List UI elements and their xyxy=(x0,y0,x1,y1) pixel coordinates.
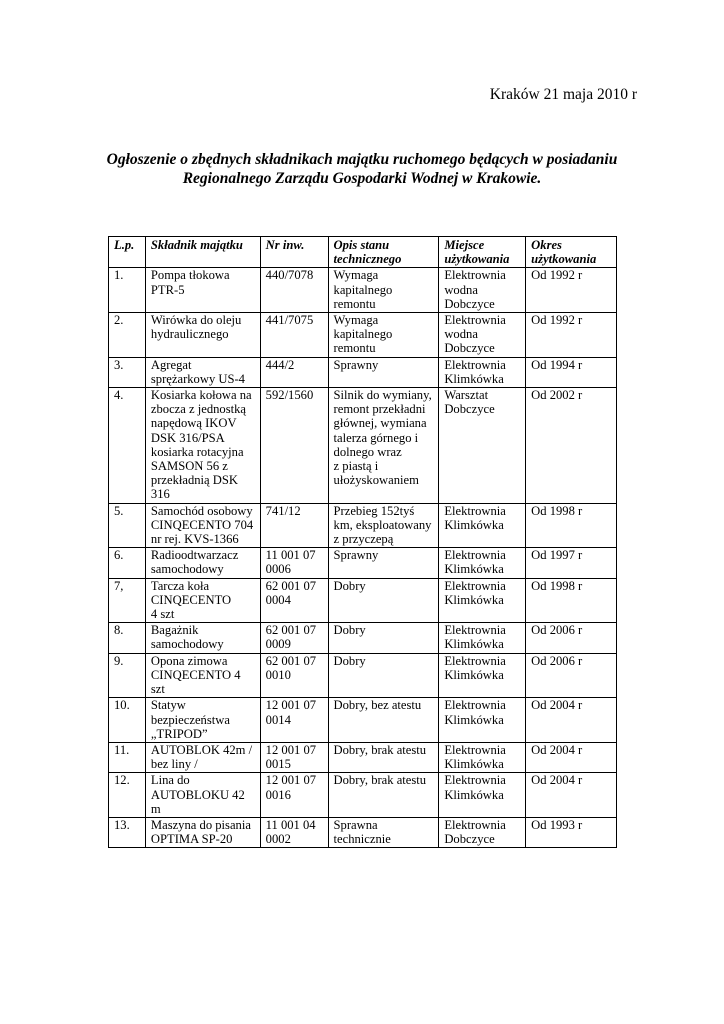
cell-inventory-number: 12 001 07 0016 xyxy=(260,773,328,818)
cell-lp: 3. xyxy=(109,357,146,387)
cell-place-of-use: Elektrownia Klimkówka xyxy=(439,742,526,772)
column-header-name: Składnik majątku xyxy=(145,237,260,268)
cell-inventory-number: 741/12 xyxy=(260,503,328,548)
cell-period-of-use: Od 2004 r xyxy=(526,698,617,743)
cell-lp: 6. xyxy=(109,548,146,578)
cell-asset-name: Tarcza koła CINQECENTO 4 szt xyxy=(145,578,260,623)
cell-technical-state: Dobry xyxy=(328,653,439,698)
cell-place-of-use: Warsztat Dobczyce xyxy=(439,388,526,504)
cell-technical-state: Sprawna technicznie xyxy=(328,817,439,847)
column-header-place-of-use: Miejsce użytkowania xyxy=(439,237,526,268)
cell-place-of-use: Elektrownia Dobczyce xyxy=(439,817,526,847)
table-row xyxy=(109,653,617,698)
cell-period-of-use: Od 2004 r xyxy=(526,773,617,818)
cell-period-of-use: Od 1997 r xyxy=(526,548,617,578)
cell-place-of-use: Elektrownia wodna Dobczyce xyxy=(439,313,526,358)
cell-lp: 8. xyxy=(109,623,146,653)
cell-period-of-use: Od 2004 r xyxy=(526,742,617,772)
cell-lp: 1. xyxy=(109,268,146,313)
cell-lp: 13. xyxy=(109,817,146,847)
table-row xyxy=(109,503,617,548)
table-row xyxy=(109,742,617,772)
cell-place-of-use: Elektrownia Klimkówka xyxy=(439,653,526,698)
cell-inventory-number: 62 001 07 0010 xyxy=(260,653,328,698)
cell-inventory-number: 12 001 07 0015 xyxy=(260,742,328,772)
cell-period-of-use: Od 1992 r xyxy=(526,268,617,313)
cell-lp: 11. xyxy=(109,742,146,772)
cell-asset-name: Statyw bezpieczeństwa „TRIPOD” xyxy=(145,698,260,743)
table-row xyxy=(109,698,617,743)
cell-inventory-number: 62 001 07 0009 xyxy=(260,623,328,653)
cell-lp: 4. xyxy=(109,388,146,504)
column-header-technical-state: Opis stanu technicznego xyxy=(328,237,439,268)
cell-inventory-number: 441/7075 xyxy=(260,313,328,358)
cell-technical-state: Wymaga kapitalnego remontu xyxy=(328,268,439,313)
cell-technical-state: Dobry, brak atestu xyxy=(328,773,439,818)
document-date: Kraków 21 maja 2010 r xyxy=(489,86,637,103)
cell-inventory-number: 11 001 04 0002 xyxy=(260,817,328,847)
table-row xyxy=(109,268,617,313)
cell-place-of-use: Elektrownia Klimkówka xyxy=(439,357,526,387)
table-row xyxy=(109,388,617,504)
cell-lp: 12. xyxy=(109,773,146,818)
cell-asset-name: Kosiarka kołowa na zbocza z jednostką napędową IKOV DSK 316/PSA kosiarka rotacyjna SAMSON 56 z przekładnią DSK 316 xyxy=(145,388,260,504)
cell-technical-state: Wymaga kapitalnego remontu xyxy=(328,313,439,358)
table-row xyxy=(109,817,617,847)
document-title xyxy=(0,150,724,188)
cell-place-of-use: Elektrownia wodna Dobczyce xyxy=(439,268,526,313)
cell-asset-name: Samochód osobowy CINQECENTO 704 nr rej. KVS-1366 xyxy=(145,503,260,548)
cell-lp: 9. xyxy=(109,653,146,698)
cell-inventory-number: 440/7078 xyxy=(260,268,328,313)
table-row xyxy=(109,578,617,623)
table-header-row xyxy=(109,237,617,268)
cell-technical-state: Sprawny xyxy=(328,357,439,387)
cell-inventory-number: 12 001 07 0014 xyxy=(260,698,328,743)
cell-asset-name: Pompa tłokowa PTR-5 xyxy=(145,268,260,313)
table-row xyxy=(109,313,617,358)
cell-asset-name: AUTOBLOK 42m / bez liny / xyxy=(145,742,260,772)
cell-technical-state: Dobry, bez atestu xyxy=(328,698,439,743)
cell-asset-name: Bagażnik samochodowy xyxy=(145,623,260,653)
cell-place-of-use: Elektrownia Klimkówka xyxy=(439,503,526,548)
cell-asset-name: Maszyna do pisania OPTIMA SP-20 xyxy=(145,817,260,847)
title-line-1: Ogłoszenie o zbędnych składnikach majątku ruchomego będących w posiadaniu xyxy=(106,151,618,168)
cell-period-of-use: Od 1994 r xyxy=(526,357,617,387)
cell-lp: 5. xyxy=(109,503,146,548)
cell-inventory-number: 444/2 xyxy=(260,357,328,387)
column-header-period-of-use: Okres użytkowania xyxy=(526,237,617,268)
cell-asset-name: Opona zimowa CINQECENTO 4 szt xyxy=(145,653,260,698)
cell-technical-state: Dobry xyxy=(328,623,439,653)
cell-asset-name: Wirówka do oleju hydraulicznego xyxy=(145,313,260,358)
column-header-inventory-number: Nr inw. xyxy=(260,237,328,268)
asset-table xyxy=(108,236,617,848)
cell-period-of-use: Od 1992 r xyxy=(526,313,617,358)
cell-technical-state: Przebieg 152tyś km, eksploatowany z przyczepą xyxy=(328,503,439,548)
cell-lp: 2. xyxy=(109,313,146,358)
cell-inventory-number: 592/1560 xyxy=(260,388,328,504)
cell-asset-name: Radioodtwarzacz samochodowy xyxy=(145,548,260,578)
cell-technical-state: Dobry, brak atestu xyxy=(328,742,439,772)
cell-asset-name: Lina do AUTOBLOKU 42 m xyxy=(145,773,260,818)
cell-period-of-use: Od 2006 r xyxy=(526,623,617,653)
cell-period-of-use: Od 1998 r xyxy=(526,578,617,623)
cell-place-of-use: Elektrownia Klimkówka xyxy=(439,578,526,623)
cell-technical-state: Sprawny xyxy=(328,548,439,578)
table-row xyxy=(109,623,617,653)
table-row xyxy=(109,773,617,818)
cell-asset-name: Agregat sprężarkowy US-4 xyxy=(145,357,260,387)
cell-lp: 10. xyxy=(109,698,146,743)
cell-place-of-use: Elektrownia Klimkówka xyxy=(439,773,526,818)
cell-period-of-use: Od 2002 r xyxy=(526,388,617,504)
cell-technical-state: Dobry xyxy=(328,578,439,623)
cell-place-of-use: Elektrownia Klimkówka xyxy=(439,623,526,653)
cell-period-of-use: Od 2006 r xyxy=(526,653,617,698)
cell-period-of-use: Od 1998 r xyxy=(526,503,617,548)
cell-lp: 7, xyxy=(109,578,146,623)
cell-inventory-number: 62 001 07 0004 xyxy=(260,578,328,623)
column-header-lp: L.p. xyxy=(109,237,146,268)
cell-place-of-use: Elektrownia Klimkówka xyxy=(439,548,526,578)
cell-technical-state: Silnik do wymiany, remont przekładni głównej, wymiana talerza górnego i dolnego wraz z piastą i ułożyskowaniem xyxy=(328,388,439,504)
title-line-2: Regionalnego Zarządu Gospodarki Wodnej w Krakowie. xyxy=(182,170,542,187)
cell-period-of-use: Od 1993 r xyxy=(526,817,617,847)
table-row xyxy=(109,548,617,578)
table-row xyxy=(109,357,617,387)
cell-inventory-number: 11 001 07 0006 xyxy=(260,548,328,578)
cell-place-of-use: Elektrownia Klimkówka xyxy=(439,698,526,743)
